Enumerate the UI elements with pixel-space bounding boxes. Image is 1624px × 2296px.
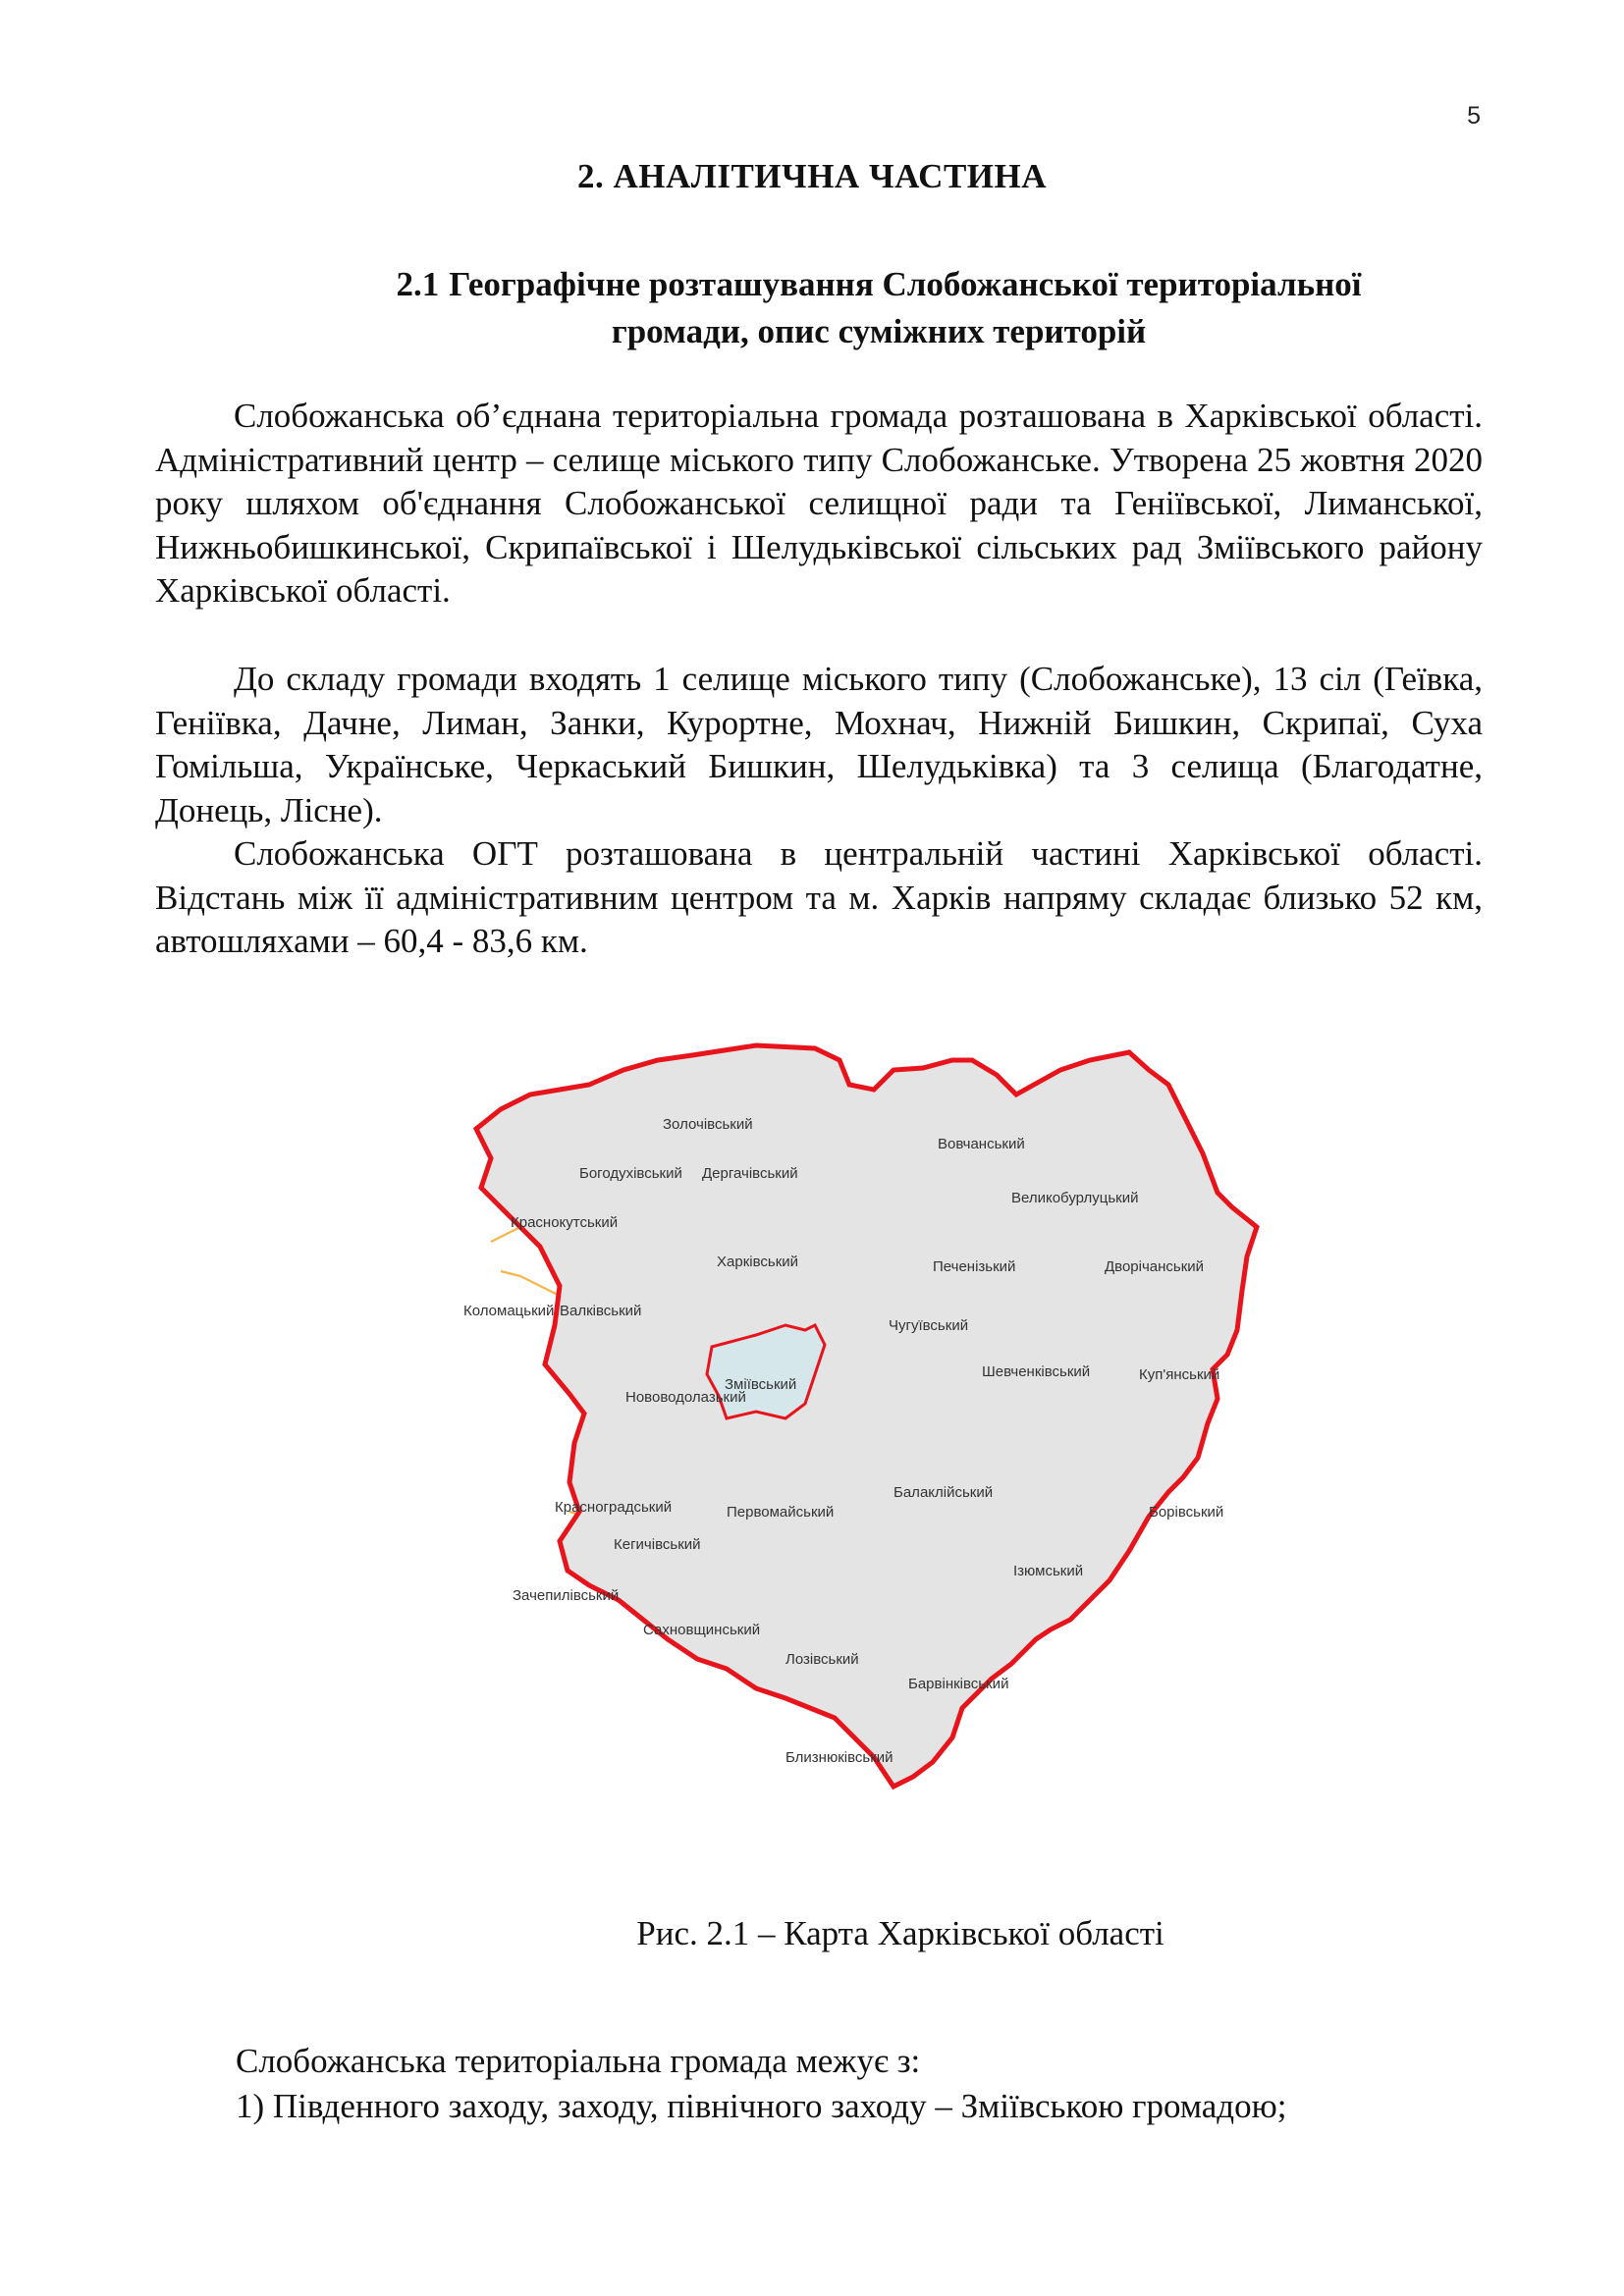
label-barvinkivskyi: Барвінківський [908, 1676, 1009, 1692]
paragraph-2 [155, 658, 1483, 832]
label-zolochivskyi: Золочівський [663, 1116, 753, 1133]
label-borivskyi: Борівський [1149, 1504, 1224, 1521]
kharkiv-region-map [461, 1031, 1276, 1875]
paragraph-1 [155, 395, 1483, 614]
border-item-1: 1) Південного заходу, заходу, північного заходу – Зміївською громадою; [236, 2087, 1287, 2125]
label-pechenizkyi: Печенізький [933, 1258, 1016, 1275]
paragraph-2-text: До складу громади входять 1 селище міського типу (Слобожанське), 13 сіл (Геївка, Геніївка, Дачне, Лиман, Занки, Курортне, Мохнач, Нижній Бишкин, Скрипаї, Суха Гомільша, Українське, Черкаський Бишкин, Шелудьківка) та 3 селища (Благодатне, Донець, Лісне). [155, 660, 1483, 829]
label-dvorichanskyi: Дворічанський [1105, 1258, 1205, 1275]
section-heading-line1 [295, 261, 1463, 308]
label-pervomaiskyi: Первомайський [727, 1504, 835, 1521]
label-derhachivskyi: Дергачівський [702, 1165, 798, 1182]
figure-caption: Рис. 2.1 – Карта Харківської області [636, 1914, 1164, 1952]
label-kehychivskyi: Кегичівський [614, 1536, 701, 1553]
border-intro: Слобожанська територіальна громада межує з: [236, 2042, 921, 2080]
label-lozivskyi: Лозівський [785, 1651, 859, 1668]
label-valkivskyi: Валківський [560, 1303, 642, 1319]
chapter-title: 2. АНАЛІТИЧНА ЧАСТИНА [576, 157, 1048, 195]
label-novovodolazkyi: Нововодолазький [625, 1389, 746, 1406]
section-number: 2.1 [396, 265, 440, 303]
label-iziumskyi: Ізюмський [1013, 1563, 1084, 1579]
label-kupianskyi: Куп'янський [1139, 1366, 1220, 1383]
label-zmiivskyi: Зміївський [725, 1376, 797, 1393]
label-chuhuivskyi: Чугуївський [889, 1317, 969, 1334]
label-kharkivskyi: Харківський [717, 1254, 799, 1270]
label-velykoburlutskyi: Великобурлуцький [1011, 1190, 1139, 1206]
section-title-text: Географічне розташування Слобожанської територіальної [449, 265, 1362, 303]
label-balakliiskyi: Балаклійський [893, 1484, 994, 1501]
section-heading-line2: громади, опис суміжних територій [611, 312, 1147, 350]
map-svg [461, 1031, 1276, 1875]
label-vovchanskyi: Вовчанський [938, 1136, 1025, 1152]
label-sakhnovshchynskyi: Сахновщинський [643, 1622, 761, 1638]
paragraph-1-text: Слобожанська об’єднана територіальна громада розташована в Харківської області. Адміністративний центр – селище міського типу Слобожанське. Утворена 25 жовтня 2020 року шляхом об'єднання Слобожанської селищної ради та Геніївської, Лиманської, Нижньобишкинської, Скрипаївської і Шелудьківської сільських рад Зміївського району Харківської області. [155, 397, 1483, 610]
label-bohodukhivskyi: Богодухівський [579, 1165, 682, 1182]
label-zachepylivskyi: Зачепилівський [513, 1587, 620, 1604]
label-shevchenkivskyi: Шевченківський [982, 1363, 1091, 1380]
page-number: 5 [1467, 102, 1481, 130]
label-krasnokutskyi: Краснокутський [511, 1214, 619, 1231]
paragraph-3-text: Слобожанська ОГТ розташована в центральній частині Харківської області. Відстань між її адміністративним центром та м. Харків напряму складає близько 52 км, автошляхами – 60,4 - 83,6 км. [155, 834, 1483, 960]
section-heading [295, 261, 1463, 355]
label-kolomatskyi: Коломацький [463, 1303, 555, 1319]
label-krasnohradskyi: Красноградський [555, 1499, 673, 1516]
paragraph-3 [155, 832, 1483, 964]
label-blyznyukivskyi: Близнюківський [785, 1749, 893, 1766]
